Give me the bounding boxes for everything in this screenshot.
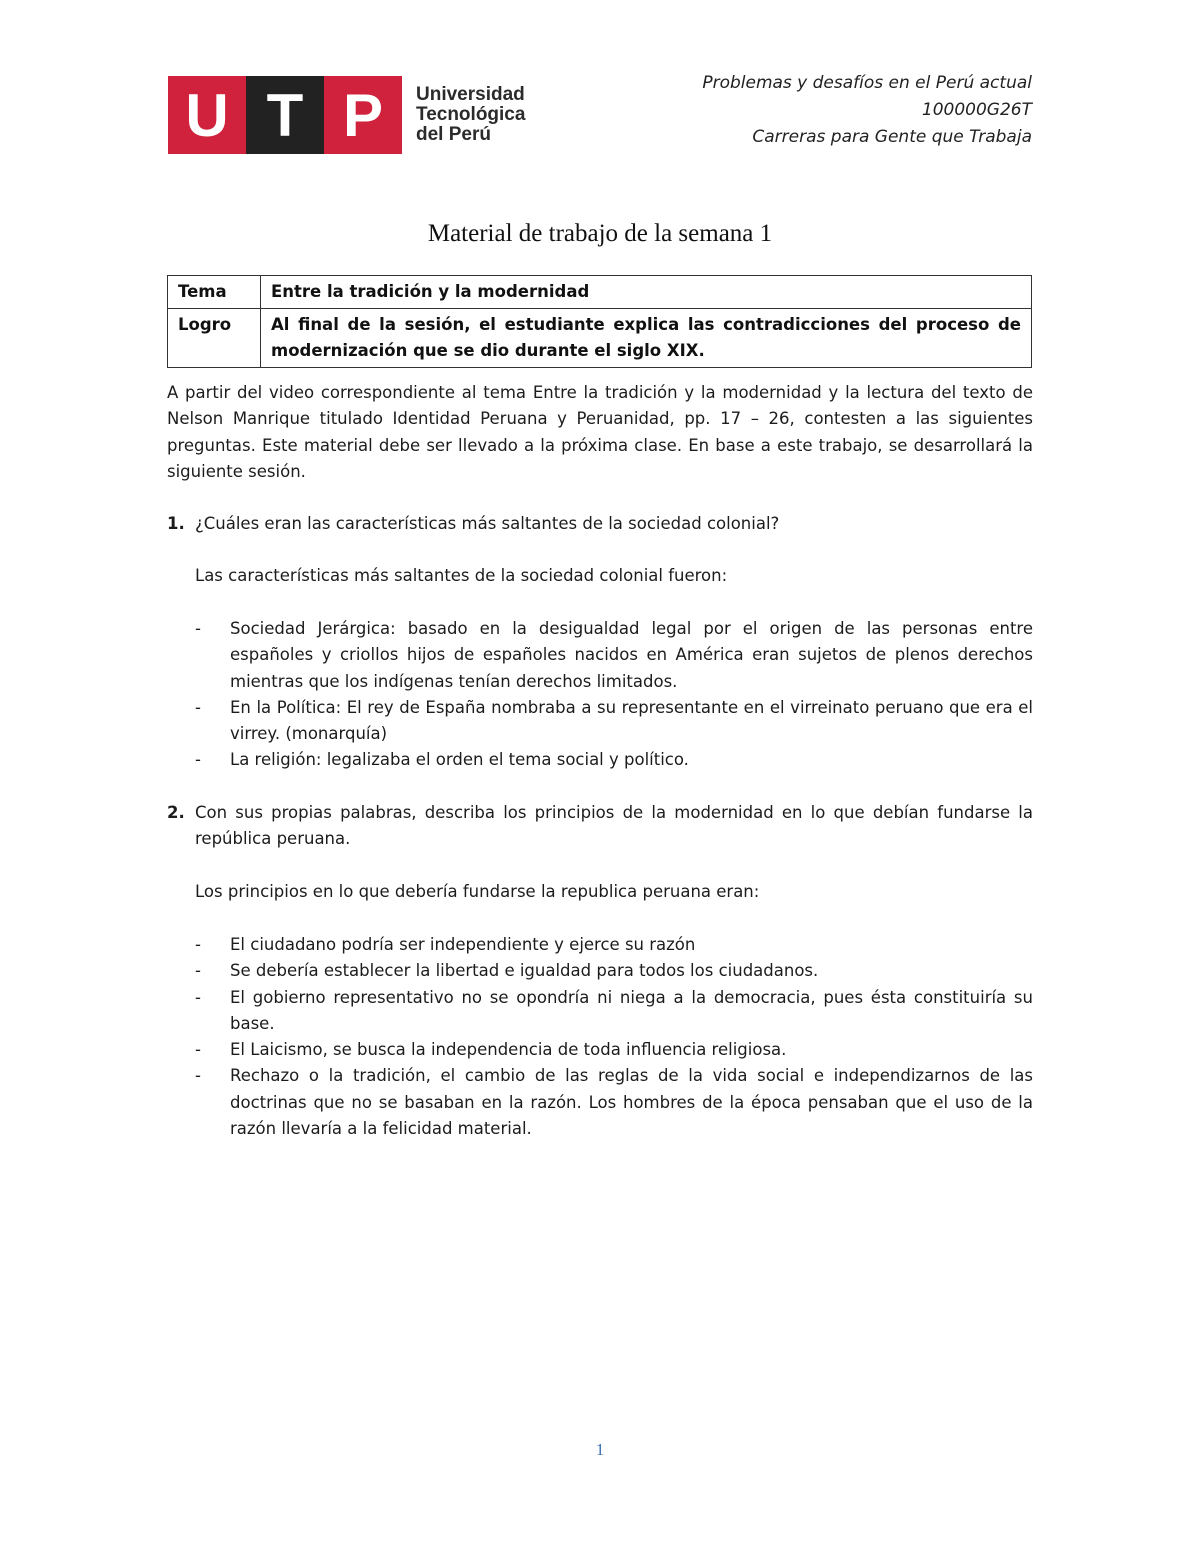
list-item-text: Sociedad Jerárgica: basado en la desigualdad legal por el origen de las personas entre españoles y criollos hijos de españoles nacidos en América eran sujetos de plenos derechos mientras que los indígenas tenían derechos limitados. [230,619,1033,691]
question-number: 2. [167,803,185,822]
list-item [195,1037,1033,1063]
list-item [195,695,1033,748]
table-key: Tema [168,276,261,309]
bullet-dash: - [195,935,201,954]
answer-lead: Los principios en lo que debería fundarse la republica peruana eran: [195,882,760,901]
list-item [195,958,1033,984]
list-item-text: El ciudadano podría ser independiente y ejerce su razón [230,935,696,954]
list-item [195,747,1033,773]
list-item-text: La religión: legalizaba el orden el tema social y político. [230,750,689,770]
bullet-dash: - [195,619,201,638]
bullet-dash: - [195,961,201,981]
logo-name-line: del Perú [416,124,491,145]
course-program: Carreras para Gente que Trabaja [752,127,1032,147]
topic-table [167,275,1032,368]
list-item-text: Rechazo o la tradición, el cambio de las reglas de la vida social e independizarnos de las doctrinas que no se basaban en la razón. Los hombres de la época pensaban que el uso de la razón llevaría a la felicidad material. [230,1066,1033,1139]
bullet-dash: - [195,697,201,717]
table-row [168,276,1032,309]
logo-name-line: Tecnológica [416,104,526,125]
question-number: 1. [167,514,185,533]
document-title: Material de trabajo de la semana 1 [427,220,773,247]
table-key: Logro [168,309,261,368]
intro-paragraph: A partir del video correspondiente al tema Entre la tradición y la modernidad y la lectura del texto de Nelson Manrique titulado Identidad Peruana y Peruanidad, pp. 17 – 26, contesten a las siguientes preguntas. Este material debe ser llevado a la próxima clase. En base a este trabajo, se desarrollará la siguiente sesión. [167,383,1033,481]
question-1 [167,511,1033,537]
question-2 [167,800,1033,853]
table-value: Entre la tradición y la modernidad [261,276,1032,309]
question-text: ¿Cuáles eran las características más saltantes de la sociedad colonial? [195,514,780,533]
list-item [195,985,1033,1038]
answer-lead: Las características más saltantes de la sociedad colonial fueron: [195,566,728,585]
question-text: Con sus propias palabras, describa los principios de la modernidad en lo que debían fundarse la república peruana. [195,803,1033,849]
answer-list [195,616,1033,774]
bullet-dash: - [195,1040,201,1060]
list-item-text: El Laicismo, se busca la independencia de toda influencia religiosa. [230,1040,787,1060]
bullet-dash: - [195,987,201,1007]
list-item-text: En la Política: El rey de España nombraba a su representante en el virreinato peruano que era el virrey. (monarquía) [230,697,1033,744]
list-item [195,1063,1033,1142]
logo-letter-u: U [168,76,246,154]
answer-list [195,932,1033,1142]
list-item-text: Se debería establecer la libertad e igualdad para todos los ciudadanos. [230,961,819,981]
list-item [195,616,1033,695]
logo-letter-t: T [246,76,324,154]
logo-university-name [416,76,525,154]
logo-letter-p: P [324,76,402,154]
course-name: Problemas y desafíos en el Perú actual [702,73,1032,93]
course-header [702,70,1032,151]
course-code: 100000G26T [921,100,1032,120]
bullet-dash: - [195,750,201,770]
table-row [168,309,1032,368]
page-number: 1 [595,1440,605,1459]
utp-logo [168,76,525,154]
table-value: Al final de la sesión, el estudiante explica las contradicciones del proceso de modernización que se dio durante el siglo XIX. [261,309,1032,368]
list-item [195,932,1033,958]
bullet-dash: - [195,1066,201,1086]
logo-name-line: Universidad [416,84,525,105]
list-item-text: El gobierno representativo no se opondría ni niega a la democracia, pues ésta constituiría su base. [230,987,1033,1033]
